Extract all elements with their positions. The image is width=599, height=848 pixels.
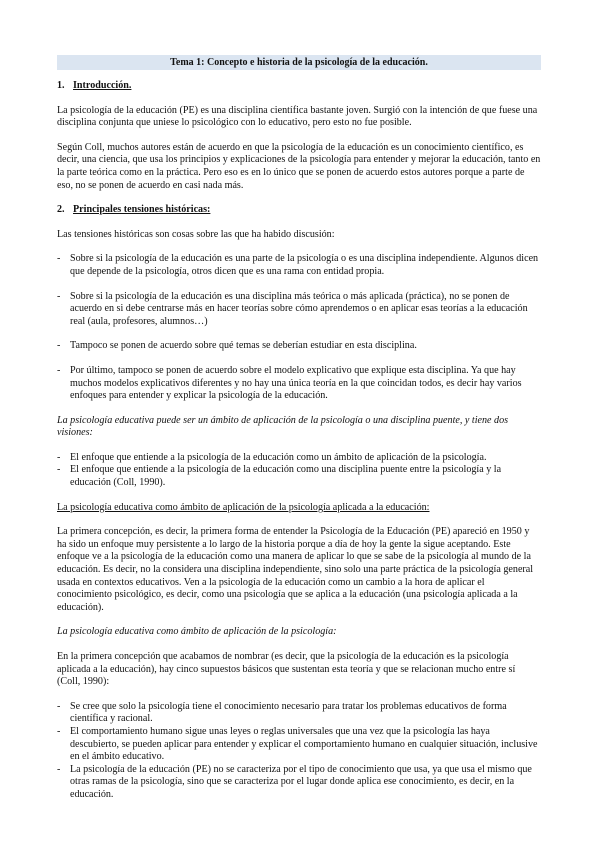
document-body — [57, 80, 541, 814]
section-2-title: Principales tensiones históricas: — [73, 204, 211, 216]
document-title: Tema 1: Concepto e historia de la psicología de la educación. — [57, 55, 541, 70]
list-item: - Por último, tampoco se ponen de acuerdo sobre el modelo explicativo que explique esta disciplina. Ya que hay muchos modelos explicativos diferentes y no hay una única teoría en la que coincidan todos, es decir hay varios enfoques para entender y explicar la psicología de la educación. — [57, 365, 541, 403]
applied-subheading: La psicología educativa como ámbito de aplicación de la psicología aplicada a la educación: — [57, 501, 430, 513]
section-1-title: Introducción. — [73, 80, 132, 91]
list-item: - Sobre si la psicología de la educación es una disciplina más teórica o más aplicada (práctica), no se ponen de acuerdo en si debe centrarse más en hacer teorías sobre cómo aprendemos o en aplicar esas teorías a la educación real (aula, profesores, alumnos…) — [57, 291, 541, 329]
list-item: - Se cree que solo la psicología tiene el conocimiento necesario para tratar los problemas educativos de forma científica y racional. — [57, 701, 541, 726]
applied-paragraph: La primera concepción, es decir, la primera forma de entender la Psicología de la Educación (PE) apareció en 1950 y ha sido un enfoque muy persistente a lo largo de la historia porque a día de hoy la gente la sigue aceptando. Este enfoque ve a la psicología de la educación como una manera de aplicar lo que se sabe de la psicología al mundo de la educación. Es decir, no la considera una disciplina independiente, sino solo una parte práctica de la psicología general usada en contextos educativos. Ven a la psicología de la educación como un cambio a la hora de aplicar el conocimiento psicológico, es decir, como una psicología que se aplica a la educación (una psicología aplicada a la educación). — [57, 526, 534, 613]
list-item: - La psicología de la educación (PE) no se caracteriza por el tipo de conocimiento que usa, ya que usa el mismo que otras ramas de la psicología, sino que se caracteriza por el lugar donde aplica ese conocimiento, es decir, en la educación. — [57, 764, 541, 802]
visions-intro: La psicología educativa puede ser un ámbito de aplicación de la psicología o una disciplina puente, y tiene dos visiones: — [57, 414, 509, 439]
section-2-heading — [57, 204, 541, 217]
section-1-heading — [57, 80, 541, 93]
field-paragraph: En la primera concepción que acabamos de nombrar (es decir, que la psicología de la educación es la psicología aplicada a la educación), hay cinco supuestos básicos que sustentan esta teoría y que se relacionan mucho entre sí (Coll, 1990): — [57, 651, 516, 688]
tensions-list — [57, 253, 541, 402]
assumptions-list — [57, 701, 541, 802]
list-item: - Tampoco se ponen de acuerdo sobre qué temas se deberían estudiar en esta disciplina. — [57, 340, 541, 353]
list-item: - Sobre si la psicología de la educación es una parte de la psicología o es una disciplina independiente. Algunos dicen que depende de la psicología, otros dicen que es una rama con entidad propia. — [57, 253, 541, 278]
intro-paragraph-2: Según Coll, muchos autores están de acuerdo en que la psicología de la educación es un conocimiento científico, es decir, una ciencia, que usa los principios y explicaciones de la psicología para entender y mejorar la educación, tanto en la parte teórica como en la práctica. Pero eso es en lo único que se ponen de acuerdo estos autores porque a parte de eso, no se ponen de acuerdo en casi nada más. — [57, 141, 541, 191]
list-item: - El enfoque que entiende a la psicología de la educación como una disciplina puente entre la psicología y la educación (Coll, 1990). — [57, 464, 541, 489]
list-item: - El enfoque que entiende a la psicología de la educación como un ámbito de aplicación de la psicología. — [57, 452, 541, 465]
section-2-number: 2. — [57, 204, 65, 216]
list-item: - El comportamiento humano sigue unas leyes o reglas universales que una vez que la psicología las haya descubierto, se pueden aplicar para entender y explicar el comportamiento humano en cualquier situación, inclusive en el ámbito educativo. — [57, 726, 541, 764]
intro-paragraph-1: La psicología de la educación (PE) es una disciplina científica bastante joven. Surgió con la intención de que fuese una disciplina conjunta que uniese lo psicológico con lo educativo, pero esto no fue posible. — [57, 104, 538, 129]
field-subheading: La psicología educativa como ámbito de aplicación de la psicología: — [57, 626, 337, 638]
section-1-number: 1. — [57, 80, 65, 91]
visions-list — [57, 452, 541, 490]
tensions-intro: Las tensiones históricas son cosas sobre las que ha habido discusión: — [57, 228, 335, 240]
